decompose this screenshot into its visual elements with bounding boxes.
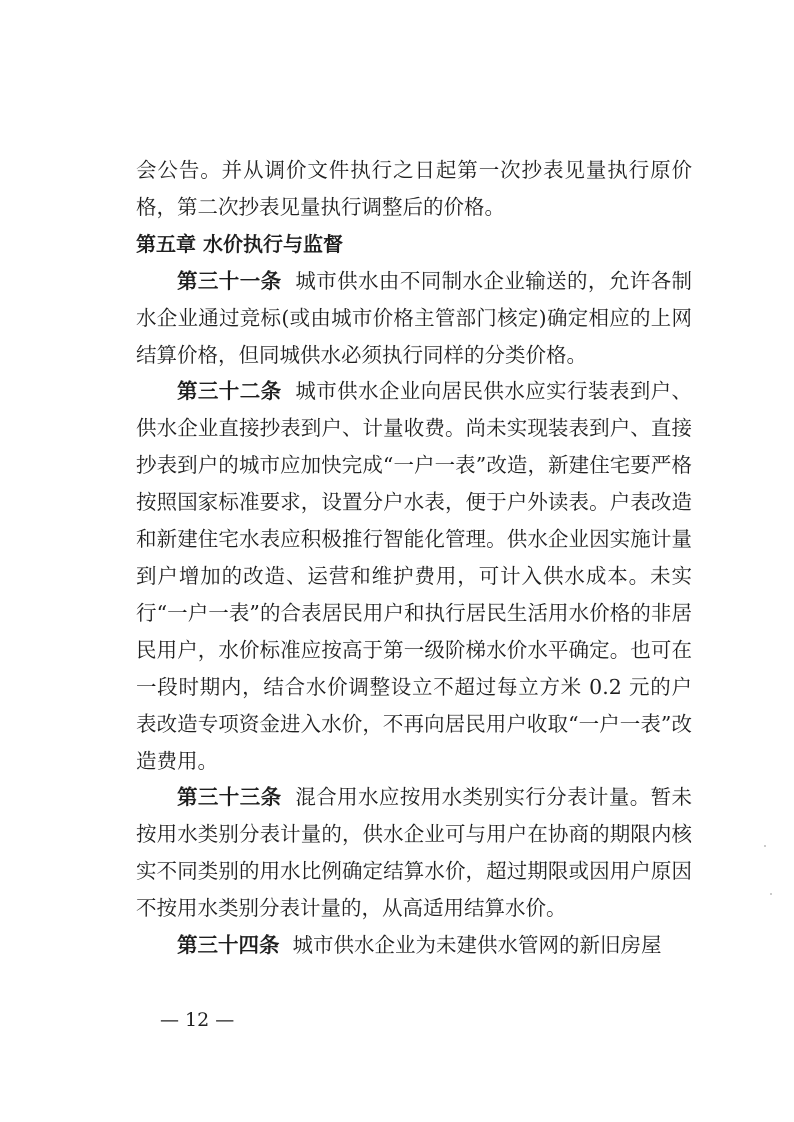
article-33 (136, 779, 692, 927)
article-34 (136, 927, 692, 964)
continuation-paragraph: 会公告。并从调价文件执行之日起第一次抄表见量执行原价格，第二次抄表见量执行调整后的价格。 (136, 158, 692, 219)
article-number: 第三十二条 (177, 379, 282, 404)
scan-speck (764, 845, 766, 847)
article-text: 城市供水由不同制水企业输送的，允许各制水企业通过竞标(或由城市价格主管部门核定)确定相应的上网结算价格，但同城供水必须执行同样的分类价格。 (136, 268, 693, 367)
page-body (136, 152, 692, 964)
article-number: 第三十一条 (177, 268, 282, 293)
article-number: 第三十四条 (177, 933, 280, 958)
page-number: — 12 — (160, 1009, 235, 1031)
article-text: 城市供水企业向居民供水应实行装表到户、供水企业直接抄表到户、计量收费。尚未实现装表到户、直接抄表到户的城市应加快完成“一户一表”改造，新建住宅要严格按照国家标准要求，设置分户水表，便于户外读表。户表改造和新建住宅水表应积极推行智能化管理。供水企业因实施计量到户增加的改造、运营和维护费用，可计入供水成本。未实行“一户一表”的合表居民用户和执行居民生活用水价格的非居民用户，水价标准应按高于第一级阶梯水价水平确定。也可在一段时期内，结合水价调整设立不超过每立方米 0.2 元的户表改造专项资金进入水价，不再向居民用户收取“一户一表”改造费用。 (136, 379, 693, 773)
chapter-title: 第五章 水价执行与监督 (136, 231, 343, 256)
article-text: 混合用水应按用水类别实行分表计量。暂未按用水类别分表计量的，供水企业可与用户在协商的期限内核实不同类别的用水比例确定结算水价，超过期限或因用户原因不按用水类别分表计量的，从高适用结算水价。 (136, 785, 693, 921)
article-text: 城市供水企业为未建供水管网的新旧房屋 (292, 933, 662, 958)
article-number: 第三十三条 (177, 785, 282, 810)
article-31 (136, 263, 692, 374)
article-32 (136, 373, 692, 779)
scan-speck (770, 893, 772, 895)
